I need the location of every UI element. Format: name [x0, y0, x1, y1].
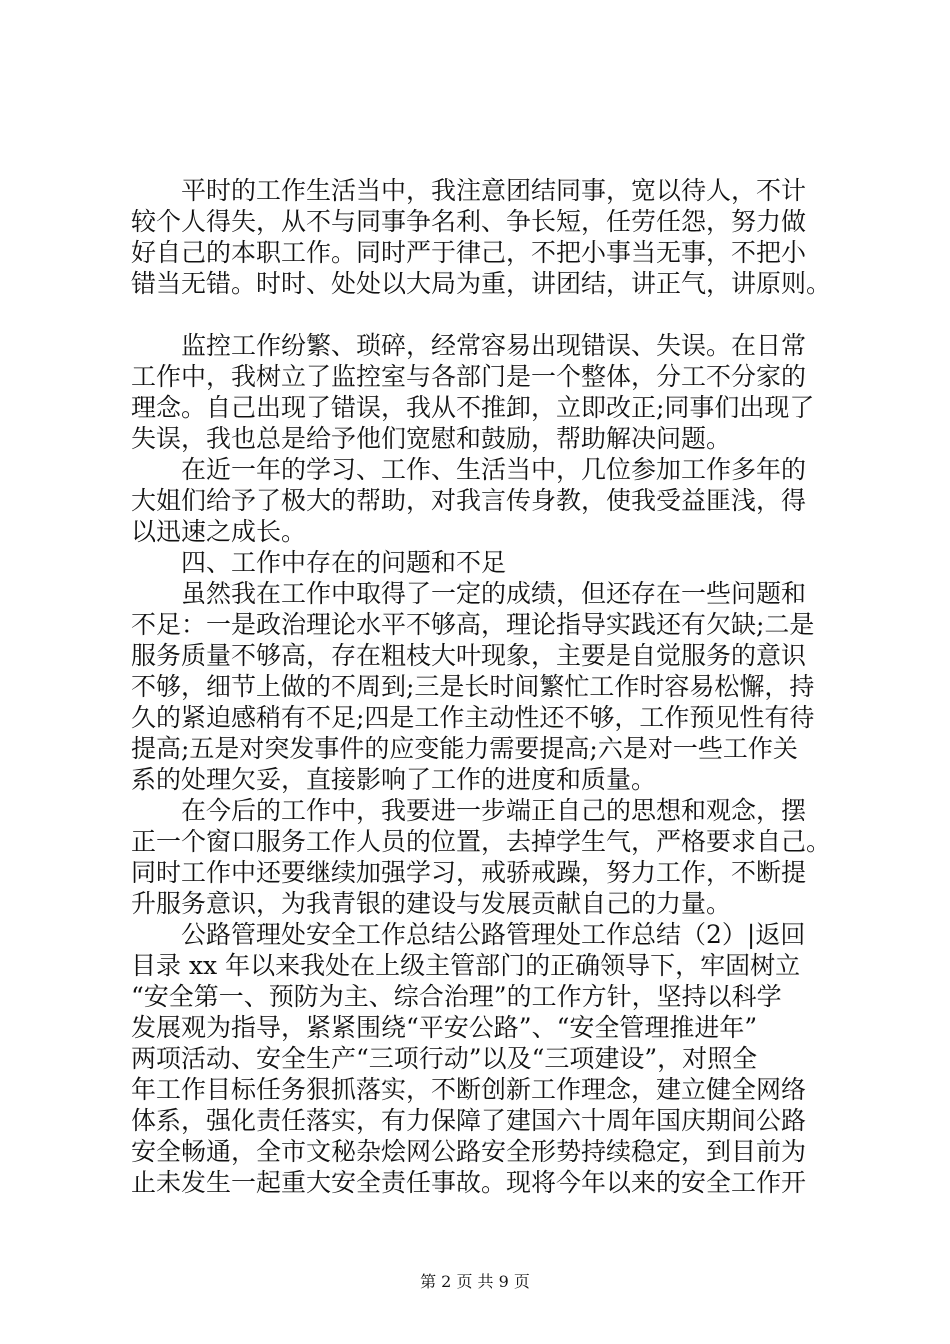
body-text — [131, 330, 831, 1198]
text-line: 升服务意识，为我青银的建设与发展贡献自己的力量。 — [131, 889, 732, 918]
text-line: 理念。自己出现了错误，我从不推卸，立即改正;同事们出现了 — [131, 393, 815, 422]
text-line: 正一个窗口服务工作人员的位置，去掉学生气，严格要求自己。 — [131, 827, 832, 856]
text-line: 失误，我也总是给予他们宽慰和鼓励，帮助解决问题。 — [131, 424, 732, 453]
text-line: 服务质量不够高，存在粗枝大叶现象，主要是自觉服务的意识 — [131, 641, 807, 670]
text-line: 同时工作中还要继续加强学习，戒骄戒躁，努力工作，不断提 — [131, 858, 807, 887]
text-line: 大姐们给予了极大的帮助，对我言传身教，使我受益匪浅，得 — [131, 486, 807, 515]
text-line: 不足：一是政治理论水平不够高，理论指导实践还有欠缺;二是 — [131, 610, 815, 639]
text-line: 安全畅通，全市文秘杂烩网公路安全形势持续稳定，到目前为 — [131, 1137, 807, 1166]
text-line: 好自己的本职工作。同时严于律己，不把小事当无事，不把小 — [131, 238, 807, 267]
section-heading: 四、工作中存在的问题和不足 — [131, 548, 507, 577]
text-line: 工作中，我树立了监控室与各部门是一个整体，分工不分家的 — [131, 362, 807, 391]
text-line: 在今后的工作中，我要进一步端正自己的思想和观念，摆 — [131, 796, 807, 825]
text-line: 目录 xx 年以来我处在上级主管部门的正确领导下，牢固树立 — [131, 951, 801, 980]
text-line: 较个人得失，从不与同事争名利、争长短，任劳任怨，努力做 — [131, 207, 807, 236]
text-line: 公路管理处安全工作总结公路管理处工作总结（2）|返回 — [131, 920, 806, 949]
text-line: 体系，强化责任落实，有力保障了建国六十周年国庆期间公路 — [131, 1106, 807, 1135]
text-line: 发展观为指导，紧紧围绕“平安公路”、“安全管理推进年” — [131, 1013, 758, 1042]
text-line: 错当无错。时时、处处以大局为重，讲团结，讲正气，讲原则。 — [131, 269, 832, 298]
text-line: 久的紧迫感稍有不足;四是工作主动性还不够，工作预见性有待 — [131, 703, 815, 732]
text-line: 平时的工作生活当中，我注意团结同事，宽以待人，不计 — [131, 176, 807, 205]
text-line: 以迅速之成长。 — [131, 517, 307, 546]
text-line: 止未发生一起重大安全责任事故。现将今年以来的安全工作开 — [131, 1168, 807, 1197]
text-line: 两项活动、安全生产“三项行动”以及“三项建设”，对照全 — [131, 1044, 758, 1073]
text-line: 虽然我在工作中取得了一定的成绩，但还存在一些问题和 — [131, 579, 807, 608]
text-line: 年工作目标任务狠抓落实，不断创新工作理念，建立健全网络 — [131, 1075, 807, 1104]
text-line: 不够，细节上做的不周到;三是长时间繁忙工作时容易松懈，持 — [131, 672, 815, 701]
page-number-footer: 第 2 页 共 9 页 — [420, 1272, 530, 1291]
text-line: 在近一年的学习、工作、生活当中，几位参加工作多年的 — [131, 455, 807, 484]
paragraph-teamwork — [131, 175, 831, 299]
text-line: 监控工作纷繁、琐碎，经常容易出现错误、失误。在日常 — [131, 331, 807, 360]
text-line: “安全第一、预防为主、综合治理”的工作方针，坚持以科学 — [131, 982, 782, 1011]
text-line: 提高;五是对突发事件的应变能力需要提高;六是对一些工作关 — [131, 734, 798, 763]
text-line: 系的处理欠妥，直接影响了工作的进度和质量。 — [131, 765, 657, 794]
